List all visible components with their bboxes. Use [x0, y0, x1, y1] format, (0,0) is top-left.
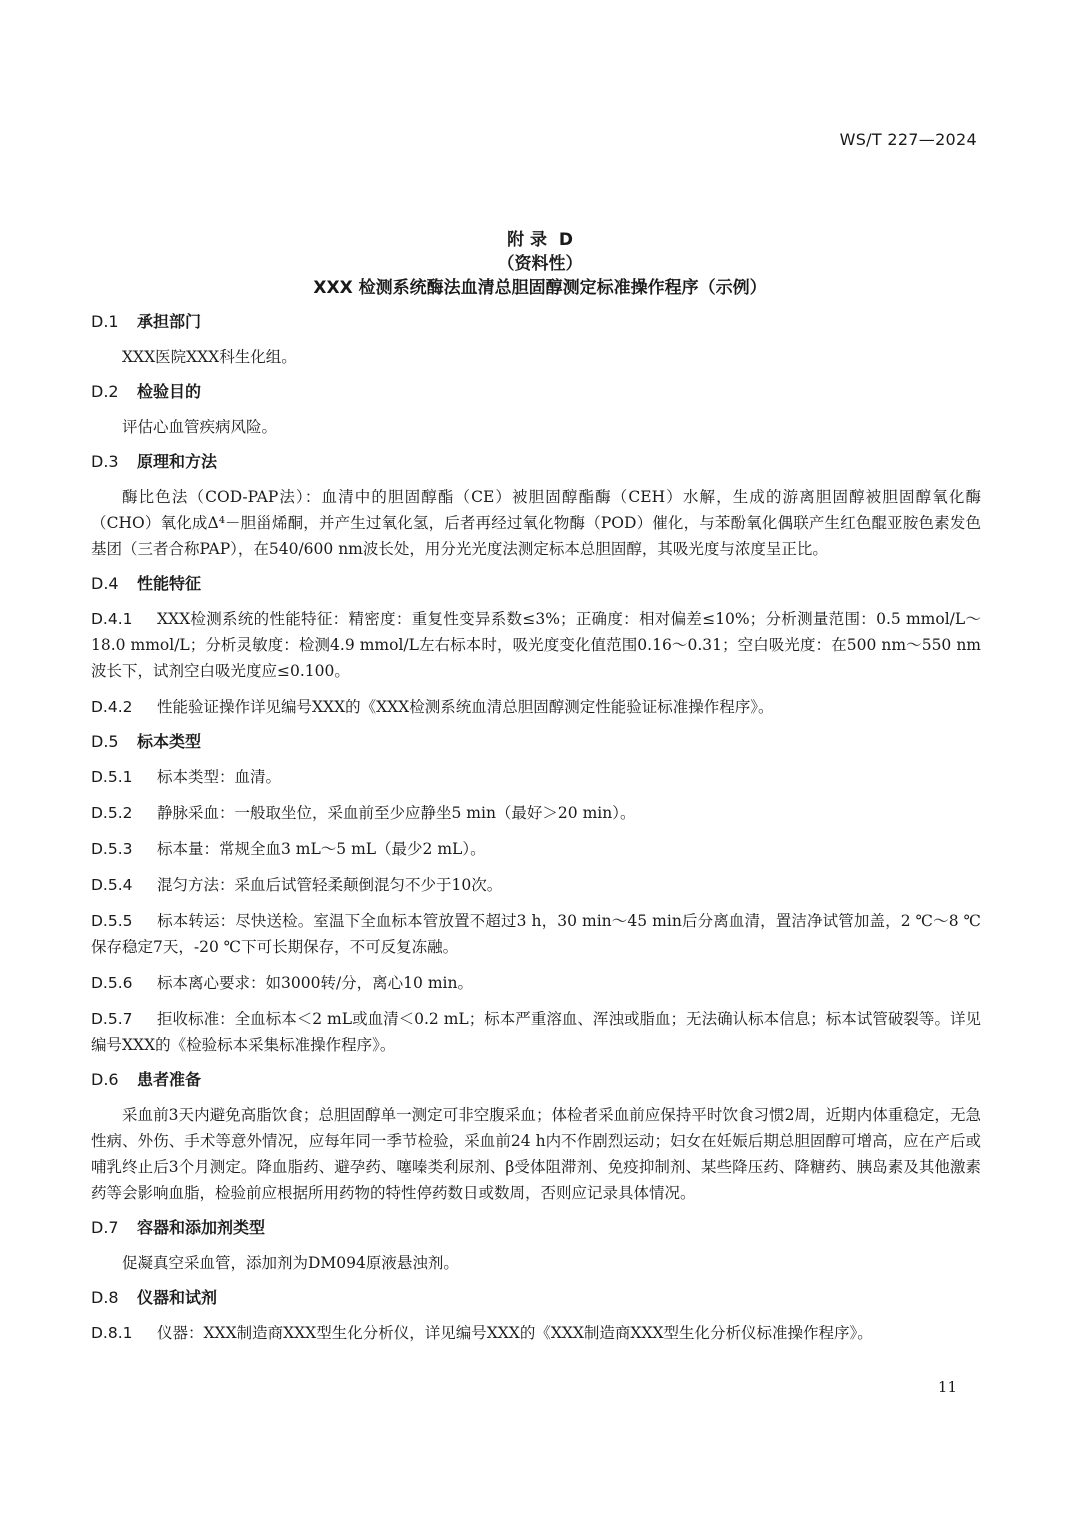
- clause-d5-6: D.5.6 标本离心要求：如3000转/分，离心10 min。: [91, 974, 473, 992]
- appendix-heading: XXX 检测系统酶法血清总胆固醇测定标准操作程序（示例）: [313, 278, 767, 298]
- clause-d8-1: D.8.1 仪器：XXX制造商XXX型生化分析仪，详见编号XXX的《XXX制造商XXX型生化分析仪标准操作程序》。: [91, 1324, 873, 1342]
- clause-d5-1: D.5.1 标本类型：血清。: [91, 768, 282, 786]
- appendix-label: 附 录 D: [507, 230, 573, 250]
- section-text-d2: 评估心血管疾病风险。: [122, 418, 278, 436]
- clause-d5-5: D.5.5 标本转运：尽快送检。室温下全血标本管放置不超过3 h，30 min～45 min后分离血清，置洁净试管加盖，2 ℃～8 ℃保存稳定7天，-20 ℃下可长期保存，不可反复冻融。: [91, 912, 981, 956]
- document-body: [91, 310, 981, 1356]
- clause-d5-4: D.5.4 混匀方法：采血后试管轻柔颠倒混匀不少于10次。: [91, 876, 503, 894]
- section-heading-d8: D.8 仪器和试剂: [91, 1288, 218, 1307]
- section-text-d6: 采血前3天内避免高脂饮食；总胆固醇单一测定可非空腹采血；体检者采血前应保持平时饮食习惯2周，近期内体重稳定，无急性病、外伤、手术等意外情况，应每年同一季节检验，采血前24 h内不作剧烈运动；妇女在妊娠后期总胆固醇可增高，应在产后或哺乳终止后3个月测定。降血脂药、避孕药、噻嗪类利尿剂、β受体阻滞剂、免疫抑制剂、某些降压药、降糖药、胰岛素及其他激素药等会影响血脂，检验前应根据所用药物的特性停药数日或数周，否则应记录具体情况。: [91, 1106, 981, 1202]
- page-number: 11: [937, 1378, 957, 1396]
- section-heading-d6: D.6 患者准备: [91, 1070, 202, 1089]
- clause-d4-2: D.4.2 性能验证操作详见编号XXX的《XXX检测系统血清总胆固醇测定性能验证标准操作程序》。: [91, 698, 774, 716]
- section-heading-d2: D.2 检验目的: [91, 382, 202, 401]
- clause-d4-1: D.4.1 XXX检测系统的性能特征：精密度：重复性变异系数≤3%；正确度：相对偏差≤10%；分析测量范围：0.5 mmol/L～18.0 mmol/L；分析灵敏度：检测4.9 mmol/L左右标本时，吸光度变化值范围0.16～0.31；空白吸光度：在500 nm～550 nm波长下，试剂空白吸光度应≤0.100。: [91, 610, 981, 680]
- clause-d5-7: D.5.7 拒收标准：全血标本＜2 mL或血清＜0.2 mL；标本严重溶血、浑浊或脂血；无法确认标本信息；标本试管破裂等。详见编号XXX的《检验标本采集标准操作程序》。: [91, 1010, 981, 1054]
- section-text-d7: 促凝真空采血管，添加剂为DM094原液悬浊剂。: [122, 1254, 459, 1272]
- section-text-d3: 酶比色法（COD-PAP法）：血清中的胆固醇酯（CE）被胆固醇酯酶（CEH）水解，生成的游离胆固醇被胆固醇氧化酶（CHO）氧化成Δ⁴－胆甾烯酮，并产生过氧化氢，后者再经过氧化物酶（POD）催化，与苯酚氧化偶联产生红色醌亚胺色素发色基团（三者合称PAP），在540/600 nm波长处，用分光光度法测定标本总胆固醇，其吸光度与浓度呈正比。: [91, 488, 981, 558]
- appendix-title: [0, 228, 1080, 300]
- section-heading-d5: D.5 标本类型: [91, 732, 202, 751]
- section-heading-d7: D.7 容器和添加剂类型: [91, 1218, 266, 1237]
- section-heading-d4: D.4 性能特征: [91, 574, 202, 593]
- section-heading-d1: D.1 承担部门: [91, 312, 202, 331]
- appendix-type: （资料性）: [497, 254, 583, 274]
- document-code: WS/T 227—2024: [839, 130, 977, 149]
- clause-d5-2: D.5.2 静脉采血：一般取坐位，采血前至少应静坐5 min（最好＞20 min）。: [91, 804, 636, 822]
- section-text-d1: XXX医院XXX科生化组。: [122, 348, 297, 366]
- clause-d5-3: D.5.3 标本量：常规全血3 mL～5 mL（最少2 mL）。: [91, 840, 486, 858]
- section-heading-d3: D.3 原理和方法: [91, 452, 218, 471]
